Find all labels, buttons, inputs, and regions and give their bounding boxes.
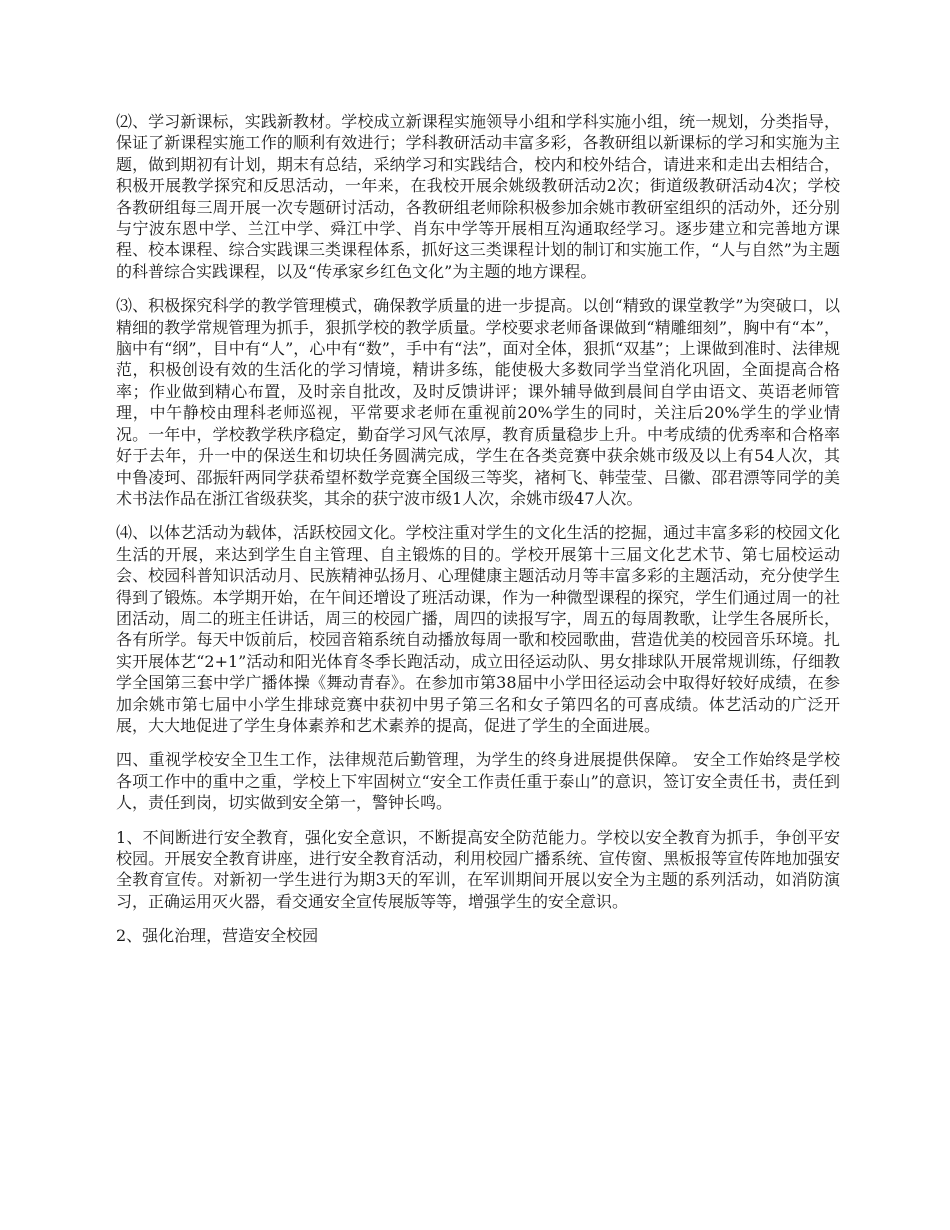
paragraph-strengthen-management: 2、强化治理，营造安全校园 <box>116 926 319 946</box>
paragraph-curriculum-reform: ⑵、学习新课标，实践新教材。学校成立新课程实施领导小组和学科实施小组，统一规划，分类指导，保证了新课程实施工作的顺利有效进行；学科教研活动丰富多彩，各教研组以新课标的学习和实施为主题，做到期初有计划，期末有总结，采纳学习和实践结合，校内和校外结合，请进来和走出去相结合，积极开展教学探究和反思活动，一年来，在我校开展余姚级教研活动2次；街道级教研活动4次；学校各教研组每三周开展一次专题研讨活动，各教研组老师除积极参加余姚市教研室组织的活动外，还分别与宁波东恩中学、兰江中学、舜江中学、肖东中学等开展相互沟通取经学习。逐步建立和完善地方课程、校本课程、综合实践课三类课程体系，抓好这三类课程计划的制订和实施工作，“人与自然”为主题的科普综合实践课程，以及“传承家乡红色文化”为主题的地方课程。 <box>116 112 840 281</box>
paragraph-teaching-management: ⑶、积极探究科学的教学管理模式，确保教学质量的进一步提高。以创“精致的课堂教学”为突破口，以精细的教学常规管理为抓手，狠抓学校的教学质量。学校要求老师备课做到“精雕细刻”，胸中有“本”，脑中有“纲”，目中有“人”，心中有“数”，手中有“法”，面对全体，狠抓“双基”；上课做到准时、法律规范，积极创设有效的生活化的学习情境，精讲多练，能使极大多数同学当堂消化巩固，全面提高合格率；作业做到精心布置，及时亲自批改，及时反馈讲评；课外辅导做到晨间自学由语文、英语老师管理，中午静校由理科老师巡视，平常要求老师在重视前20%学生的同时，关注后20%学生的学业情况。一年中，学校教学秩序稳定，勤奋学习风气浓厚，教育质量稳步上升。中考成绩的优秀率和合格率好于去年，升一中的保送生和切块任务圆满完成，学生在各类竞赛中获余姚市级及以上有54人次，其中鲁凌珂、邵振轩两同学获希望杯数学竞赛全国级三等奖，褚柯飞、韩莹莹、吕徽、邵君漂等同学的美术书法作品在浙江省级获奖，其余的获宁波市级1人次，余姚市级47人次。 <box>116 296 840 508</box>
paragraph-sports-arts-activities: ⑷、以体艺活动为载体，活跃校园文化。学校注重对学生的文化生活的挖掘，通过丰富多彩的校园文化生活的开展，来达到学生自主管理、自主锻炼的目的。学校开展第十三届文化艺术节、第七届校运动会、校园科普知识活动月、民族精神弘扬月、心理健康主题活动月等丰富多彩的主题活动，充分使学生得到了锻炼。本学期开始，在午间还增设了班活动课，作为一种微型课程的探究，学生们通过周一的社团活动，周二的班主任讲话，周三的校园广播，周四的读报写字，周五的每周教歌，让学生各展所长，各有所学。每天中饭前后，校园音箱系统自动播放每周一歌和校园歌曲，营造优美的校园音乐环境。扎实开展体艺“2+1”活动和阳光体育冬季长跑活动，成立田径运动队、男女排球队开展常规训练，仔细教学全国第三套中学广播体操《舞动青春》。在参加市第38届中小学田径运动会中取得好较好成绩，在参加余姚市第七届中小学生排球竞赛中获初中男子第三名和女子第四名的可喜成绩。体艺活动的广泛开展，大大地促进了学生身体素养和艺术素养的提高，促进了学生的全面进展。 <box>116 523 840 735</box>
paragraph-safety-section-heading: 四、重视学校安全卫生工作，法律规范后勤管理，为学生的终身进展提供保障。 安全工作始终是学校各项工作中的重中之重，学校上下牢固树立“安全工作责任重于泰山”的意识，签订安全责任书，责任到人，责任到岗，切实做到安全第一，警钟长鸣。 <box>116 750 840 813</box>
paragraph-safety-education: 1、不间断进行安全教育，强化安全意识，不断提高安全防范能力。学校以安全教育为抓手，争创平安校园。开展安全教育讲座，进行安全教育活动，利用校园广播系统、宣传窗、黑板报等宣传阵地加强安全教育宣传。对新初一学生进行为期3天的军训，在军训期间开展以安全为主题的系列活动，如消防演习，正确运用灭火器，看交通安全宣传展版等等，增强学生的安全意识。 <box>116 827 840 911</box>
document-body <box>116 111 840 960</box>
